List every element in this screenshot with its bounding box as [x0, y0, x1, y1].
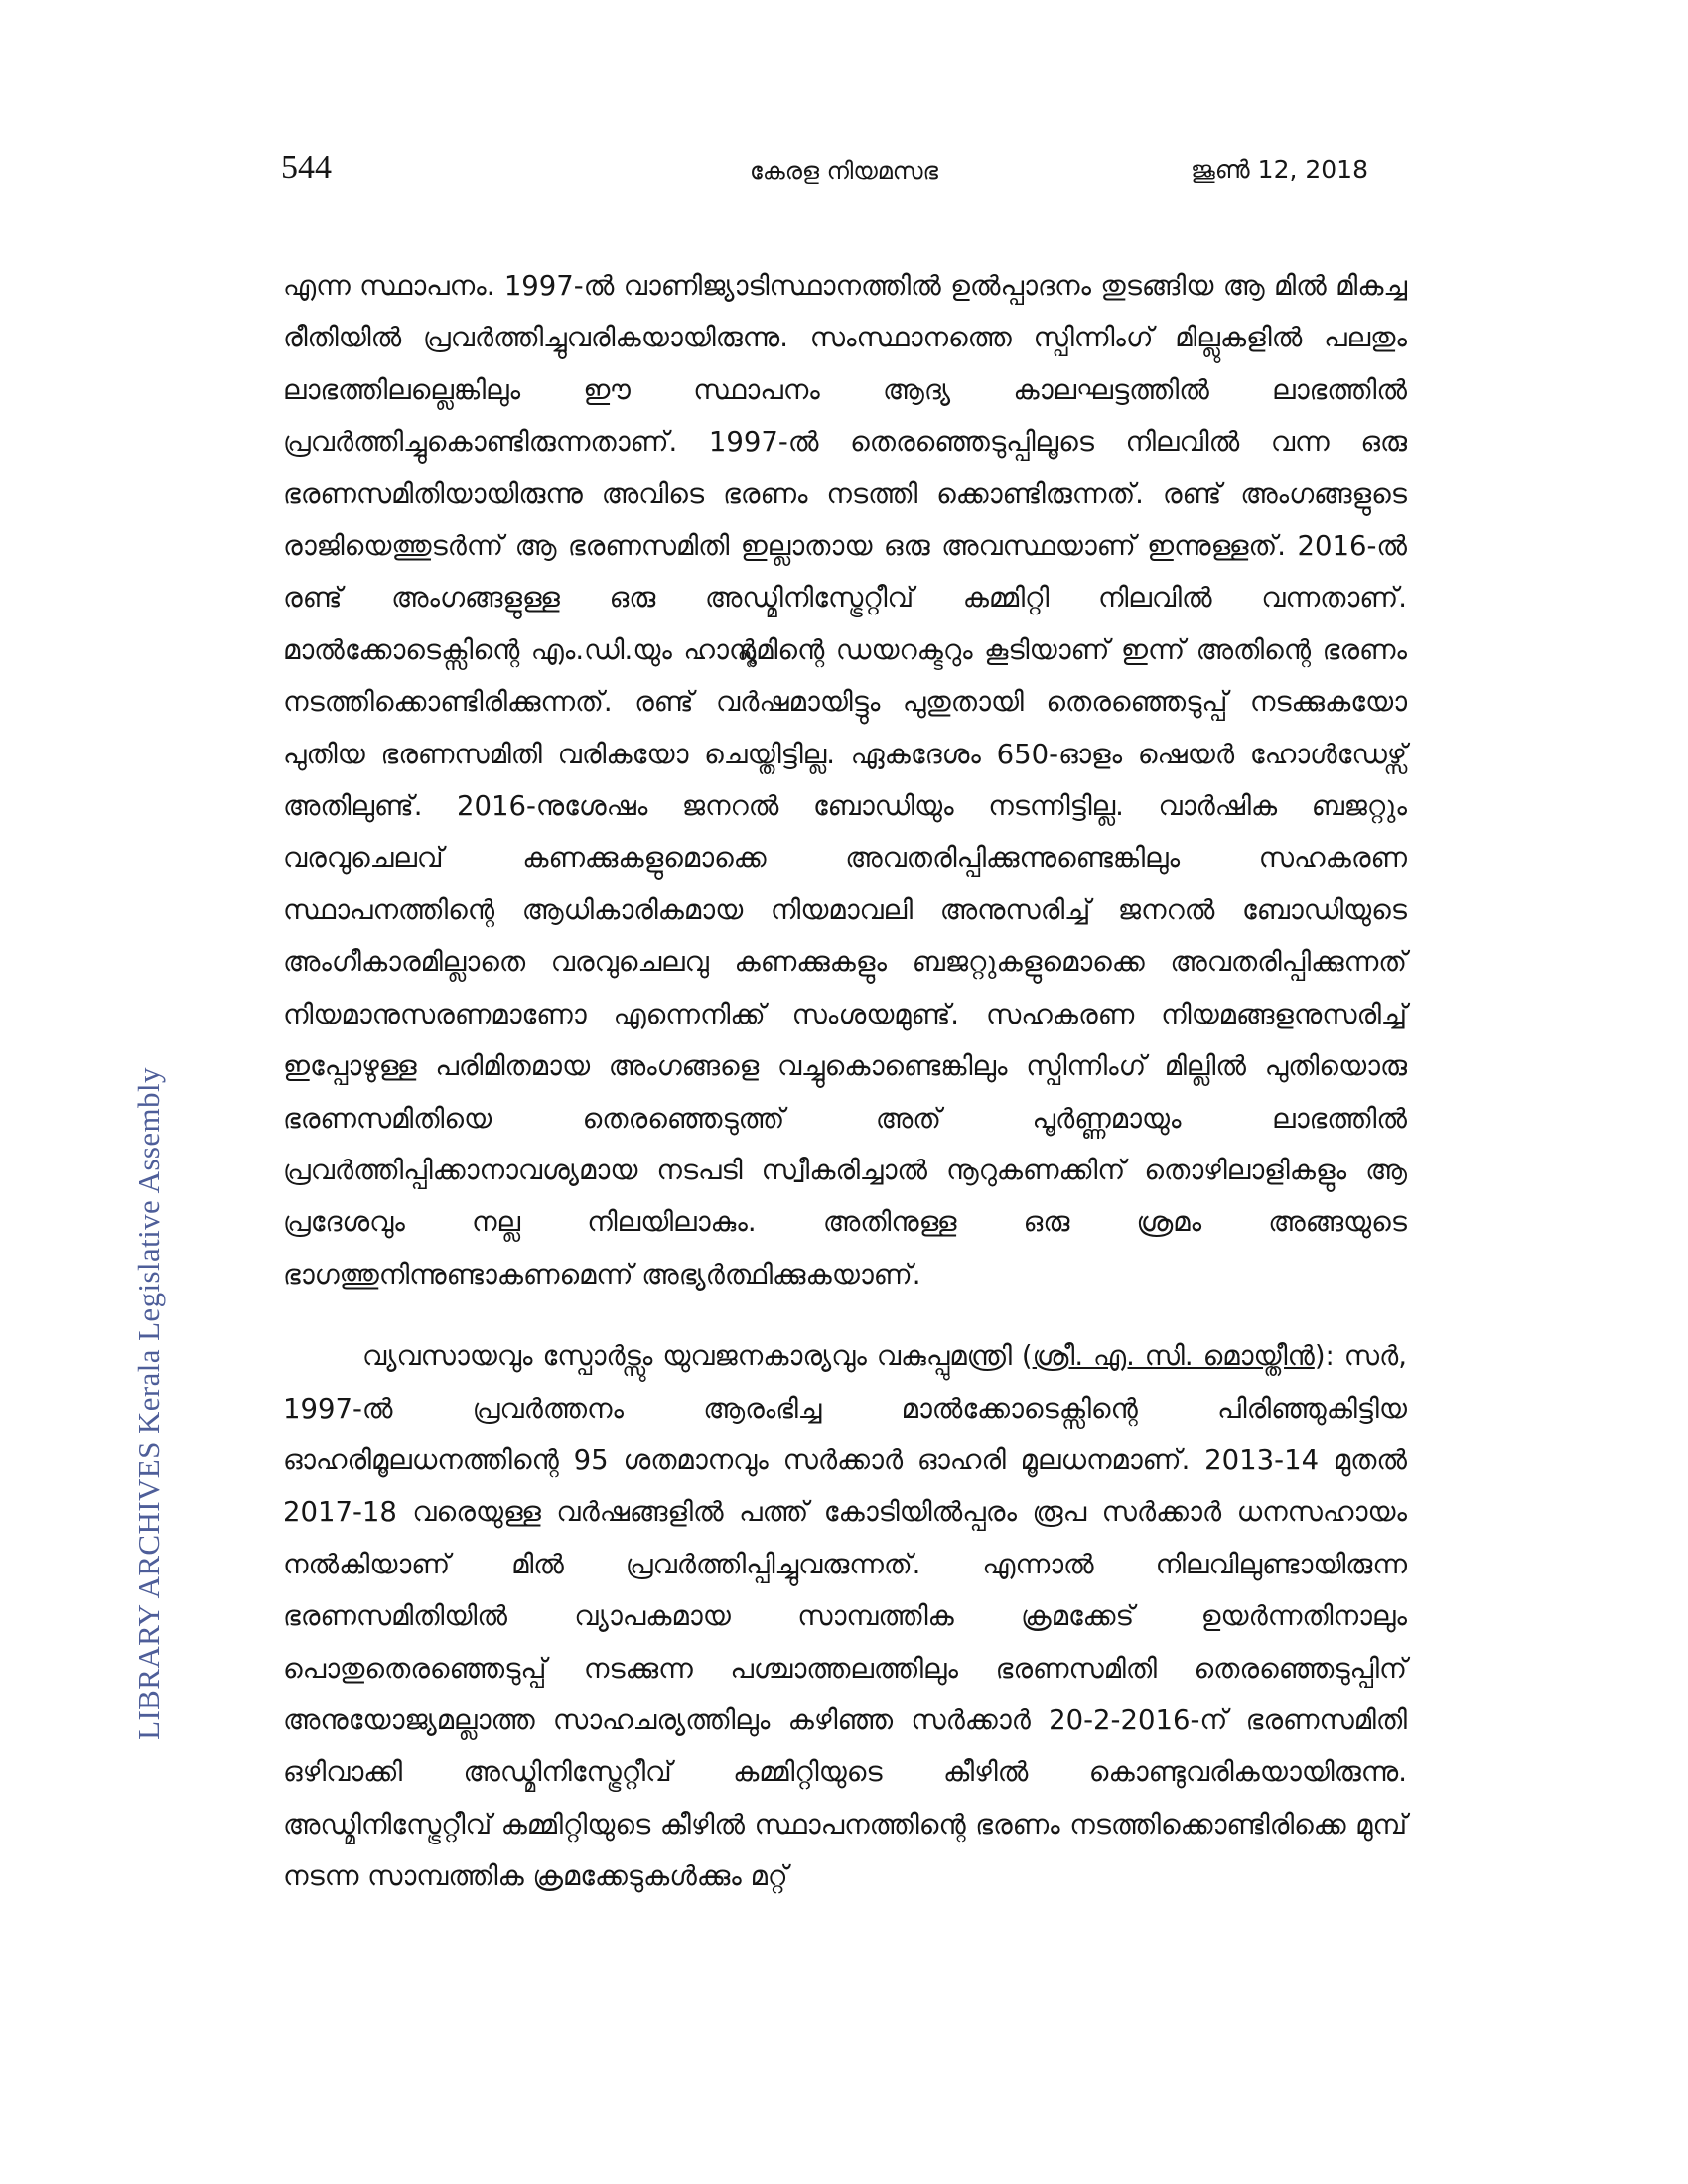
page-header-title: കേരള നിയമസഭ: [749, 157, 939, 185]
minister-designation: വ്യവസായവും സ്പോർട്സും യുവജനകാര്യവും വകുപ്പുമന്ത്രി (: [362, 1340, 1033, 1373]
archive-watermark: LIBRARY ARCHIVES Kerala Legislative Assembly: [131, 1067, 166, 1740]
paragraph-minister-reply: [283, 1330, 1407, 1902]
page-number: 544: [281, 149, 332, 186]
speaker-name: ശ്രീ. എ. സി. മൊയ്തീൻ: [1032, 1340, 1315, 1373]
document-body: [283, 260, 1407, 1903]
page-header-date: ജൂൺ 12, 2018: [1190, 155, 1368, 184]
paragraph-member-speech: എന്ന സ്ഥാപനം. 1997-ൽ വാണിജ്യാടിസ്ഥാനത്തിൽ ഉൽപ്പാദനം തുടങ്ങിയ ആ മിൽ മികച്ച രീതിയിൽ പ്രവർത്തിച്ചുവരികയായിരുന്നു. സംസ്ഥാനത്തെ സ്പിന്നിംഗ് മില്ലുകളിൽ പലതും ലാഭത്തിലല്ലെങ്കിലും ഈ സ്ഥാപനം ആദ്യ കാലഘട്ടത്തിൽ ലാഭത്തിൽ പ്രവർത്തിച്ചുകൊണ്ടിരുന്നതാണ്. 1997-ൽ തെരഞ്ഞെടുപ്പിലൂടെ നിലവിൽ വന്ന ഒരു ഭരണസമിതിയായിരുന്നു അവിടെ ഭരണം നടത്തി ക്കൊണ്ടിരുന്നത്. രണ്ട് അംഗങ്ങളുടെ രാജിയെത്തുടർന്ന് ആ ഭരണസമിതി ഇല്ലാതായ ഒരു അവസ്ഥയാണ് ഇന്നുള്ളത്. 2016-ൽ രണ്ട് അംഗങ്ങളുള്ള ഒരു അഡ്മിനിസ്ട്രേറ്റീവ് കമ്മിറ്റി നിലവിൽ വന്നതാണ്. മാൽക്കോടെക്സിന്റെ എം.ഡി.യും ഹാന്റ്ലൂമിന്റെ ഡയറക്ടറും കൂടിയാണ് ഇന്ന് അതിന്റെ ഭരണം നടത്തിക്കൊണ്ടിരിക്കുന്നത്. രണ്ട് വർഷമായിട്ടും പുതുതായി തെരഞ്ഞെടുപ്പ് നടക്കുകയോ പുതിയ ഭരണസമിതി വരികയോ ചെയ്തിട്ടില്ല. ഏകദേശം 650-ഓളം ഷെയർ ഹോൾഡേഴ്സ് അതിലുണ്ട്. 2016-നുശേഷം ജനറൽ ബോഡിയും നടന്നിട്ടില്ല. വാർഷിക ബജറ്റും വരവുചെലവ് കണക്കുകളുമൊക്കെ അവതരിപ്പിക്കുന്നുണ്ടെങ്കിലും സഹകരണ സ്ഥാപനത്തിന്റെ ആധികാരികമായ നിയമാവലി അനുസരിച്ച് ജനറൽ ബോഡിയുടെ അംഗീകാരമില്ലാതെ വരവുചെലവു കണക്കുകളും ബജറ്റുകളുമൊക്കെ അവതരിപ്പിക്കുന്നത് നിയമാനുസരണമാണോ എന്നെനിക്ക് സംശയമുണ്ട്. സഹകരണ നിയമങ്ങളനുസരിച്ച് ഇപ്പോഴുള്ള പരിമിതമായ അംഗങ്ങളെ വച്ചുകൊണ്ടെങ്കിലും സ്പിന്നിംഗ് മില്ലിൽ പുതിയൊരു ഭരണസമിതിയെ തെരഞ്ഞെടുത്ത് അത് പൂർണ്ണമായും ലാഭത്തിൽ പ്രവർത്തിപ്പിക്കാനാവശ്യമായ നടപടി സ്വീകരിച്ചാൽ നൂറുകണക്കിന് തൊഴിലാളികളും ആ പ്രദേശവും നല്ല നിലയിലാകും. അതിനുള്ള ഒരു ശ്രമം അങ്ങയുടെ ഭാഗത്തുനിന്നുണ്ടാകണമെന്ന് അഭ്യർത്ഥിക്കുകയാണ്.: [283, 270, 1407, 1291]
minister-reply-text: ): സർ, 1997-ൽ പ്രവർത്തനം ആരംഭിച്ച മാൽക്കോടെക്സിന്റെ പിരിഞ്ഞുകിട്ടിയ ഓഹരിമൂലധനത്തിന്റെ 95 ശതമാനവും സർക്കാർ ഓഹരി മൂലധനമാണ്. 2013-14 മുതൽ 2017-18 വരെയുള്ള വർഷങ്ങളിൽ പത്ത് കോടിയിൽപ്പരം രൂപ സർക്കാർ ധനസഹായം നൽകിയാണ് മിൽ പ്രവർത്തിപ്പിച്ചുവരുന്നത്. എന്നാൽ നിലവിലുണ്ടായിരുന്ന ഭരണസമിതിയിൽ വ്യാപകമായ സാമ്പത്തിക ക്രമക്കേട് ഉയർന്നതിനാലും പൊതുതെരഞ്ഞെടുപ്പ് നടക്കുന്ന പശ്ചാത്തലത്തിലും ഭരണസമിതി തെരഞ്ഞെടുപ്പിന് അനുയോജ്യമല്ലാത്ത സാഹചര്യത്തിലും കഴിഞ്ഞ സർക്കാർ 20-2-2016-ന് ഭരണസമിതി ഒഴിവാക്കി അഡ്മിനിസ്ട്രേറ്റീവ് കമ്മിറ്റിയുടെ കീഴിൽ കൊണ്ടുവരികയായിരുന്നു. അഡ്മിനിസ്ട്രേറ്റീവ് കമ്മിറ്റിയുടെ കീഴിൽ സ്ഥാപനത്തിന്റെ ഭരണം നടത്തിക്കൊണ്ടിരിക്കെ മുമ്പ് നടന്ന സാമ്പത്തിക ക്രമക്കേടുകൾക്കും മറ്റ്: [283, 1340, 1407, 1893]
